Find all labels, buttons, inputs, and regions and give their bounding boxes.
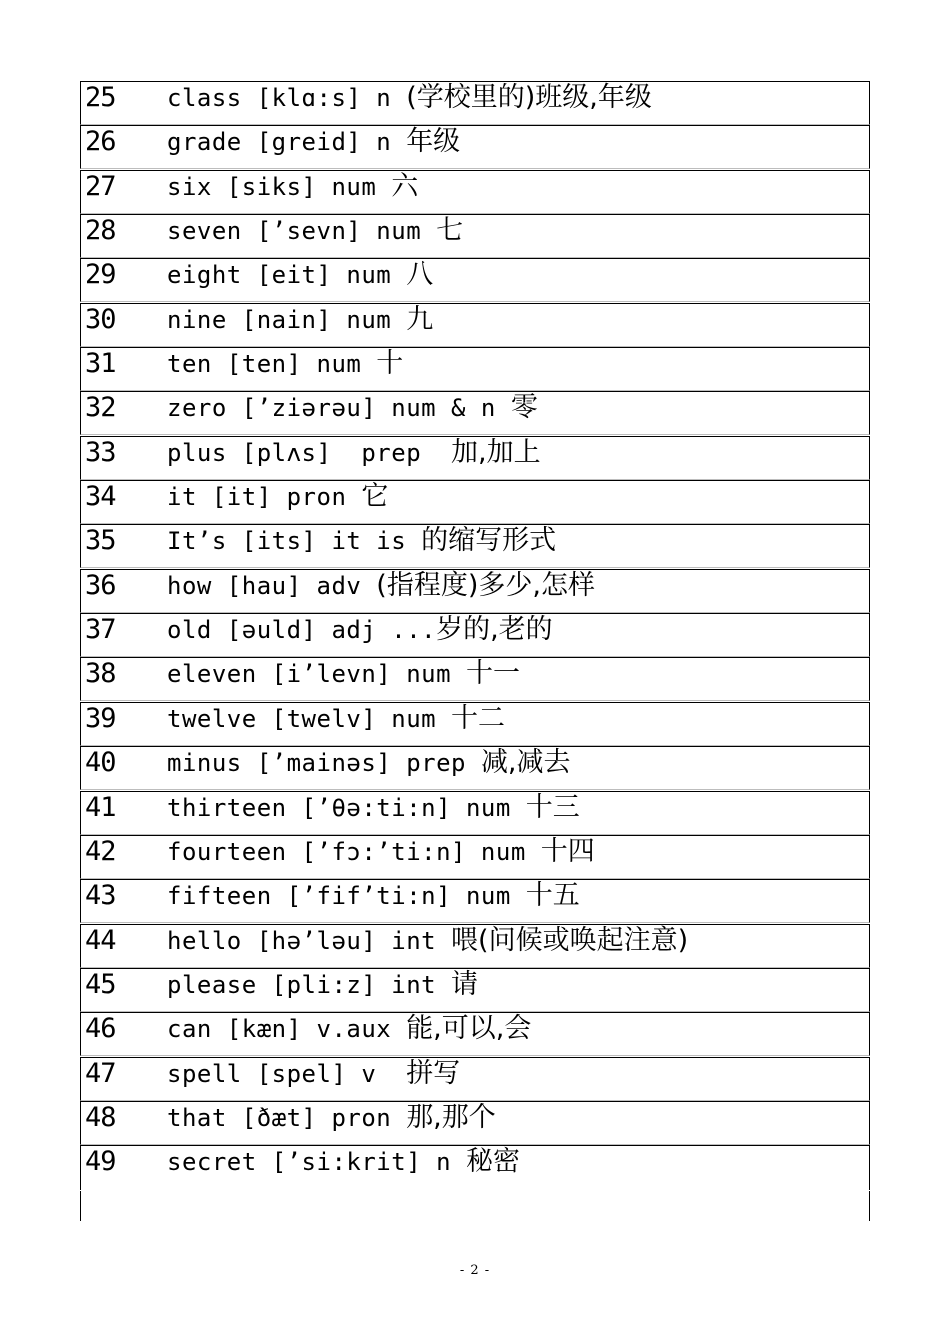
entry-english: can [kæn] v.aux: [167, 1015, 407, 1044]
entry-english: how [hau] adv: [167, 571, 377, 600]
entry-text: [167, 704, 505, 734]
entry-english: fifteen [’fif’ti:n] num: [167, 882, 526, 911]
entry-number: 45: [85, 968, 116, 1000]
entry-chinese: 的缩写形式: [421, 525, 557, 557]
entry-text: [167, 482, 388, 512]
entry-text: [167, 172, 418, 202]
entry-chinese: 十三: [525, 791, 580, 823]
entry-chinese: 年级: [406, 126, 461, 158]
vocab-row: [80, 879, 870, 923]
entry-english: zero [’ziərəu] num & n: [167, 394, 511, 423]
entry-chinese: 它: [361, 481, 389, 513]
entry-text: [167, 748, 571, 778]
entry-text: [167, 349, 403, 379]
entry-number: 32: [85, 392, 116, 424]
entry-chinese: 七: [436, 215, 464, 247]
entry-chinese: 喂(问候或唤起注意): [451, 924, 689, 956]
vocab-row: [80, 835, 870, 879]
entry-english: eleven [i’levn] num: [167, 660, 466, 689]
entry-chinese: 零: [510, 392, 538, 424]
vocabulary-table: [80, 81, 870, 1221]
vocab-row: [80, 1012, 870, 1056]
entry-number: 28: [85, 215, 116, 247]
vocab-row: [80, 125, 870, 169]
entry-english: old [əuld] adj ...: [167, 616, 437, 645]
entry-number: 30: [85, 303, 116, 335]
entry-text: [167, 526, 556, 556]
entry-number: 34: [85, 481, 116, 513]
page-number: - 2 -: [459, 1263, 491, 1278]
entry-english: twelve [twelv] num: [167, 704, 452, 733]
entry-english: class [klɑ:s] n: [167, 84, 407, 112]
vocab-row: [80, 657, 870, 701]
entry-text: [167, 970, 478, 1000]
entry-chinese: 秘密: [465, 1146, 520, 1178]
entry-english: plus [plʌs] prep: [167, 438, 452, 467]
entry-number: 26: [85, 126, 116, 158]
entry-chinese: 拼写: [406, 1057, 461, 1089]
entry-chinese: 十一: [465, 658, 520, 690]
entry-chinese: 八: [406, 259, 434, 291]
entry-text: [167, 305, 433, 335]
entry-text: [167, 127, 460, 157]
entry-english: it [it] pron: [167, 483, 362, 512]
entry-number: 48: [85, 1101, 116, 1133]
entry-number: 27: [85, 170, 116, 202]
entry-number: 41: [85, 791, 116, 823]
entry-english: secret [’si:krit] n: [167, 1148, 466, 1177]
vocab-row: [80, 214, 870, 258]
entry-number: 38: [85, 658, 116, 690]
entry-number: 43: [85, 880, 116, 912]
entry-chinese: 能,可以,会: [406, 1013, 532, 1045]
entry-chinese: 十四: [540, 835, 595, 867]
entry-english: nine [nain] num: [167, 305, 407, 334]
vocab-row: [80, 613, 870, 657]
entry-text: [167, 216, 463, 246]
vocab-row: [80, 81, 870, 125]
vocab-row: [80, 924, 870, 968]
entry-number: 44: [85, 924, 116, 956]
entry-english: please [pli:z] int: [167, 970, 452, 999]
entry-number: 29: [85, 259, 116, 291]
entry-english: spell [spel] v: [167, 1059, 407, 1088]
entry-number: 36: [85, 569, 116, 601]
entry-chinese: 六: [391, 170, 419, 202]
entry-text: [167, 1147, 520, 1177]
entry-number: 35: [85, 525, 116, 557]
entry-chinese: 十五: [525, 880, 580, 912]
vocab-row: [80, 746, 870, 790]
table-continuation: [80, 1191, 870, 1221]
entry-english: ten [ten] num: [167, 350, 377, 379]
vocab-row: [80, 258, 870, 302]
entry-chinese: 十二: [451, 702, 506, 734]
entry-chinese: 岁的,老的: [436, 614, 553, 646]
vocab-row: [80, 1057, 870, 1101]
entry-chinese: (学校里的)班级,年级: [406, 82, 652, 113]
entry-number: 47: [85, 1057, 116, 1089]
vocab-row: [80, 791, 870, 835]
vocab-row: [80, 702, 870, 746]
entry-number: 33: [85, 436, 116, 468]
entry-number: 40: [85, 747, 116, 779]
entry-number: 42: [85, 835, 116, 867]
entry-number: 49: [85, 1146, 116, 1178]
entry-number: 46: [85, 1013, 116, 1045]
entry-text: [167, 438, 541, 468]
entry-number: 37: [85, 614, 116, 646]
vocab-row: [80, 1101, 870, 1145]
entry-english: six [siks] num: [167, 172, 392, 201]
vocab-row: [80, 347, 870, 391]
entry-english: thirteen [’θə:ti:n] num: [167, 793, 526, 822]
vocab-row: [80, 303, 870, 347]
vocab-row: [80, 170, 870, 214]
vocab-row: [80, 1145, 870, 1190]
entry-chinese: 九: [406, 303, 434, 335]
vocab-row: [80, 569, 870, 613]
entry-english: eight [eit] num: [167, 261, 407, 290]
entry-chinese: 请: [451, 968, 479, 1000]
entry-text: [167, 615, 553, 645]
vocab-row: [80, 391, 870, 435]
entry-text: [167, 83, 652, 113]
entry-text: [167, 659, 520, 689]
entry-text: [167, 393, 538, 423]
entry-text: [167, 1103, 496, 1133]
entry-english: fourteen [’fɔ:’ti:n] num: [167, 837, 541, 866]
entry-text: [167, 837, 595, 867]
vocab-row: [80, 524, 870, 568]
entry-chinese: 加,加上: [451, 436, 541, 468]
entry-chinese: 十: [376, 348, 404, 380]
entry-chinese: 减,减去: [480, 747, 571, 779]
vocab-row: [80, 968, 870, 1012]
entry-english: seven [’sevn] num: [167, 217, 437, 246]
vocab-row: [80, 480, 870, 524]
entry-english: hello [hə’ləu] int: [167, 926, 452, 955]
entry-number: 25: [85, 82, 116, 113]
entry-text: [167, 793, 580, 823]
entry-text: [167, 571, 595, 601]
entry-number: 31: [85, 348, 116, 380]
entry-text: [167, 260, 433, 290]
entry-chinese: (指程度)多少,怎样: [376, 569, 595, 601]
entry-number: 39: [85, 702, 116, 734]
entry-english: grade [greid] n: [167, 128, 407, 157]
entry-english: that [ðæt] pron: [167, 1103, 407, 1132]
entry-text: [167, 926, 688, 956]
entry-english: It’s [its] it is: [167, 527, 422, 556]
entry-chinese: 那,那个: [406, 1101, 496, 1133]
entry-text: [167, 1014, 531, 1044]
vocab-row: [80, 436, 870, 480]
entry-english: minus [’mainəs] prep: [167, 749, 481, 778]
entry-text: [167, 881, 580, 911]
entry-text: [167, 1059, 460, 1089]
